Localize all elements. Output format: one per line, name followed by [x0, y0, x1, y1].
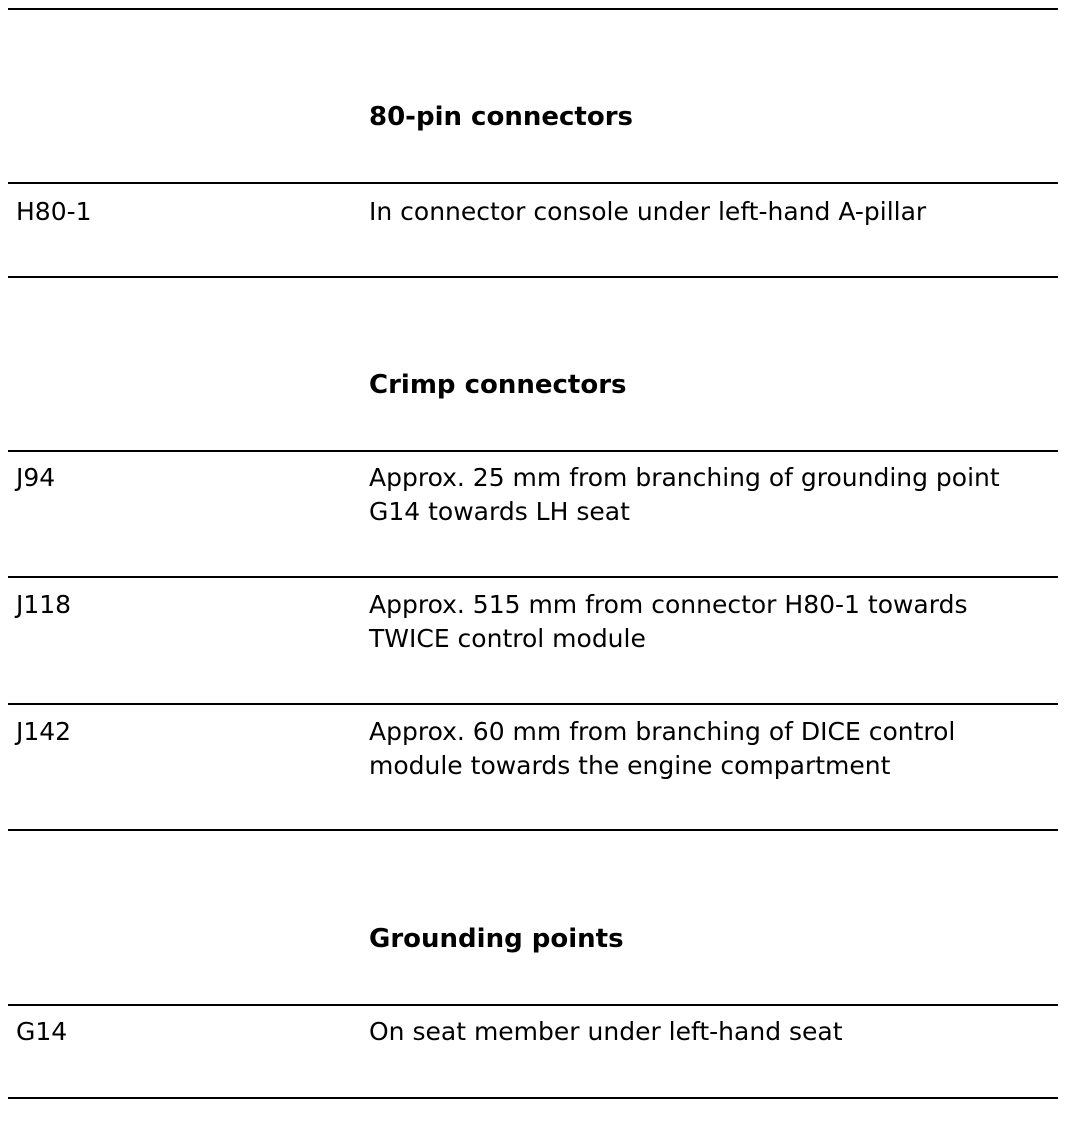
row-description-j94: Approx. 25 mm from branching of grounding point G14 towards LH seat	[369, 463, 1000, 526]
table-top-divider	[8, 8, 1058, 10]
section-heading-grounding-points: Grounding points	[369, 924, 624, 954]
row-description-h80-1: In connector console under left-hand A-pillar	[369, 197, 927, 226]
row-description-j118: Approx. 515 mm from connector H80-1 towards TWICE control module	[369, 590, 968, 653]
section-heading-80-pin-connectors: 80-pin connectors	[369, 102, 633, 132]
row-divider	[8, 703, 1058, 705]
row-code-j94: J94	[16, 463, 56, 492]
section-bottom-divider	[8, 829, 1058, 831]
row-code-g14: G14	[16, 1017, 68, 1046]
table-bottom-divider	[8, 1097, 1058, 1099]
row-code-j118: J118	[16, 590, 72, 619]
section-heading-crimp-connectors: Crimp connectors	[369, 370, 627, 400]
row-divider	[8, 576, 1058, 578]
section-bottom-divider	[8, 276, 1058, 278]
row-description-g14: On seat member under left-hand seat	[369, 1017, 843, 1046]
section-divider	[8, 450, 1058, 452]
section-divider	[8, 1004, 1058, 1006]
section-divider	[8, 182, 1058, 184]
row-code-j142: J142	[16, 717, 72, 746]
row-description-j142: Approx. 60 mm from branching of DICE control module towards the engine compartment	[369, 717, 956, 780]
row-code-h80-1: H80-1	[16, 197, 92, 226]
